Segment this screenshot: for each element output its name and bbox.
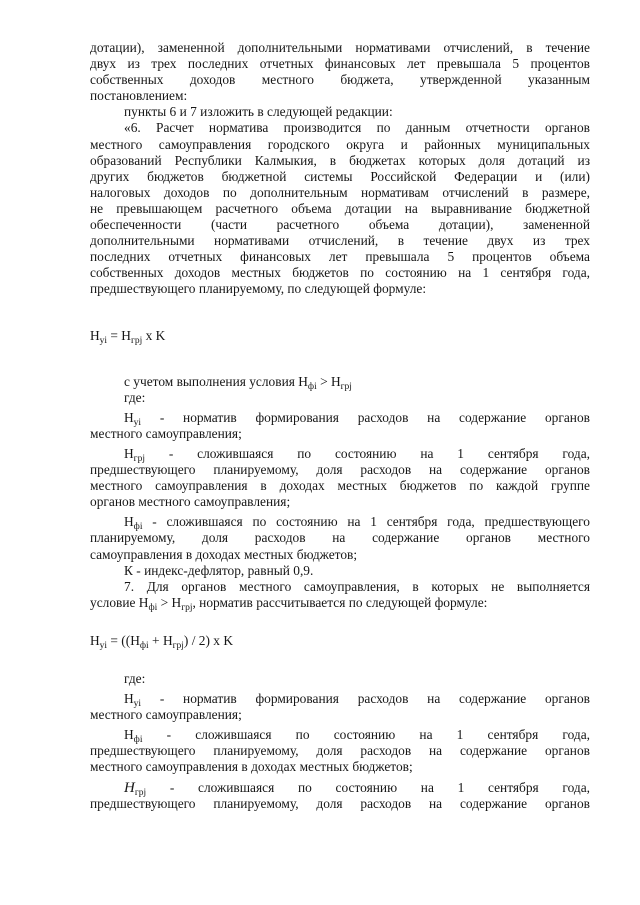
text-line: местного самоуправления городского округа и районных муниципальных <box>90 136 590 152</box>
text-line: «6. Расчет норматива производится по данным отчетности органов <box>124 120 590 136</box>
condition-line: с учетом выполнения условия $Н_{фi} > Н_{грj}$ <box>124 373 352 392</box>
definition-line: $Н_{фi}$ - сложившаяся по состоянию на 1 сентября года, <box>124 727 590 746</box>
text-line: планируемому, доля расходов на содержание органов местного <box>90 530 590 546</box>
text-line: образований Республики Калмыкия, в бюджетах которых доля дотаций из <box>90 152 590 168</box>
text-line: К - индекс-дефлятор, равный 0,9. <box>124 562 314 578</box>
text-line: предшествующего планируемому, доля расходов на содержание органов <box>90 743 590 759</box>
text-line: двух из трех последних отчетных финансовых лет превышала 5 процентов <box>90 56 590 72</box>
text-line: не превышающем расчетного объема дотации на выравнивание бюджетной <box>90 200 590 216</box>
paragraph-amendment: пункты 6 и 7 изложить в следующей редакции: <box>124 104 393 120</box>
definition-line: $Н_{yi}$ - норматив формирования расходов на содержание органов <box>124 691 590 710</box>
text-line: налоговых доходов по дополнительным нормативам отчислений в размере, <box>90 184 590 200</box>
where-label: где: <box>124 389 146 405</box>
text-line: 7. Для органов местного самоуправления, в которых не выполняется <box>124 578 590 594</box>
text-line: дотации), замененной дополнительными нормативами отчислений, в течение <box>90 40 590 55</box>
definition-line: $Н_{грj}$ - сложившаяся по состоянию на 1 сентября года, <box>124 779 590 798</box>
condition-line: условие $Н_{фi} > Н_{грj}$, норматив рассчитывается по следующей формуле: <box>90 594 488 613</box>
text-line: других бюджетов бюджетной системы Российской Федерации и (или) <box>90 168 590 184</box>
text-line: предшествующего планируемому, по следующей формуле: <box>90 281 427 297</box>
text-line: местного самоуправления; <box>90 707 242 723</box>
text-line: местного самоуправления; <box>90 425 242 441</box>
text-line: обеспеченности (части расчетного объема дотации), замененной <box>90 217 590 233</box>
formula-1: $Н_{yi} = Н_{грj}$ x K <box>90 327 166 346</box>
text-line: предшествующего планируемому, доля расходов на содержание органов <box>90 462 590 478</box>
text-line: собственных доходов местных бюджетов по состоянию на 1 сентября года, <box>90 265 590 281</box>
text-line: самоуправления в доходах местных бюджетов; <box>90 546 358 562</box>
text-line: последних отчетных финансовых лет превышала 5 процентов объема <box>90 249 590 265</box>
formula-2: $Н_{yi} = ((Н_{фi} + Н_{грj}) / 2)$ x K <box>90 632 234 651</box>
definition-line: $Н_{грj}$ - сложившаяся по состоянию на 1 сентября года, <box>124 445 590 464</box>
text-line: предшествующего планируемому, доля расходов на содержание органов <box>90 795 590 811</box>
text-line: собственных доходов местного бюджета, утвержденной указанным <box>90 72 590 88</box>
text-line: местного самоуправления в доходах местных бюджетов по каждой группе <box>90 478 590 494</box>
where-label: где: <box>124 671 146 686</box>
text-line: местного самоуправления в доходах местных бюджетов; <box>90 759 413 775</box>
text-line: постановлением: <box>90 88 188 104</box>
definition-line: $Н_{фi}$ - сложившаяся по состоянию на 1 сентября года, предшествующего <box>124 514 590 533</box>
text-line: органов местного самоуправления; <box>90 494 291 510</box>
text-line: дополнительными нормативами отчислений, в течение двух из трех <box>90 233 590 249</box>
definition-line: $Н_{yi}$ - норматив формирования расходов на содержание органов <box>124 409 590 428</box>
